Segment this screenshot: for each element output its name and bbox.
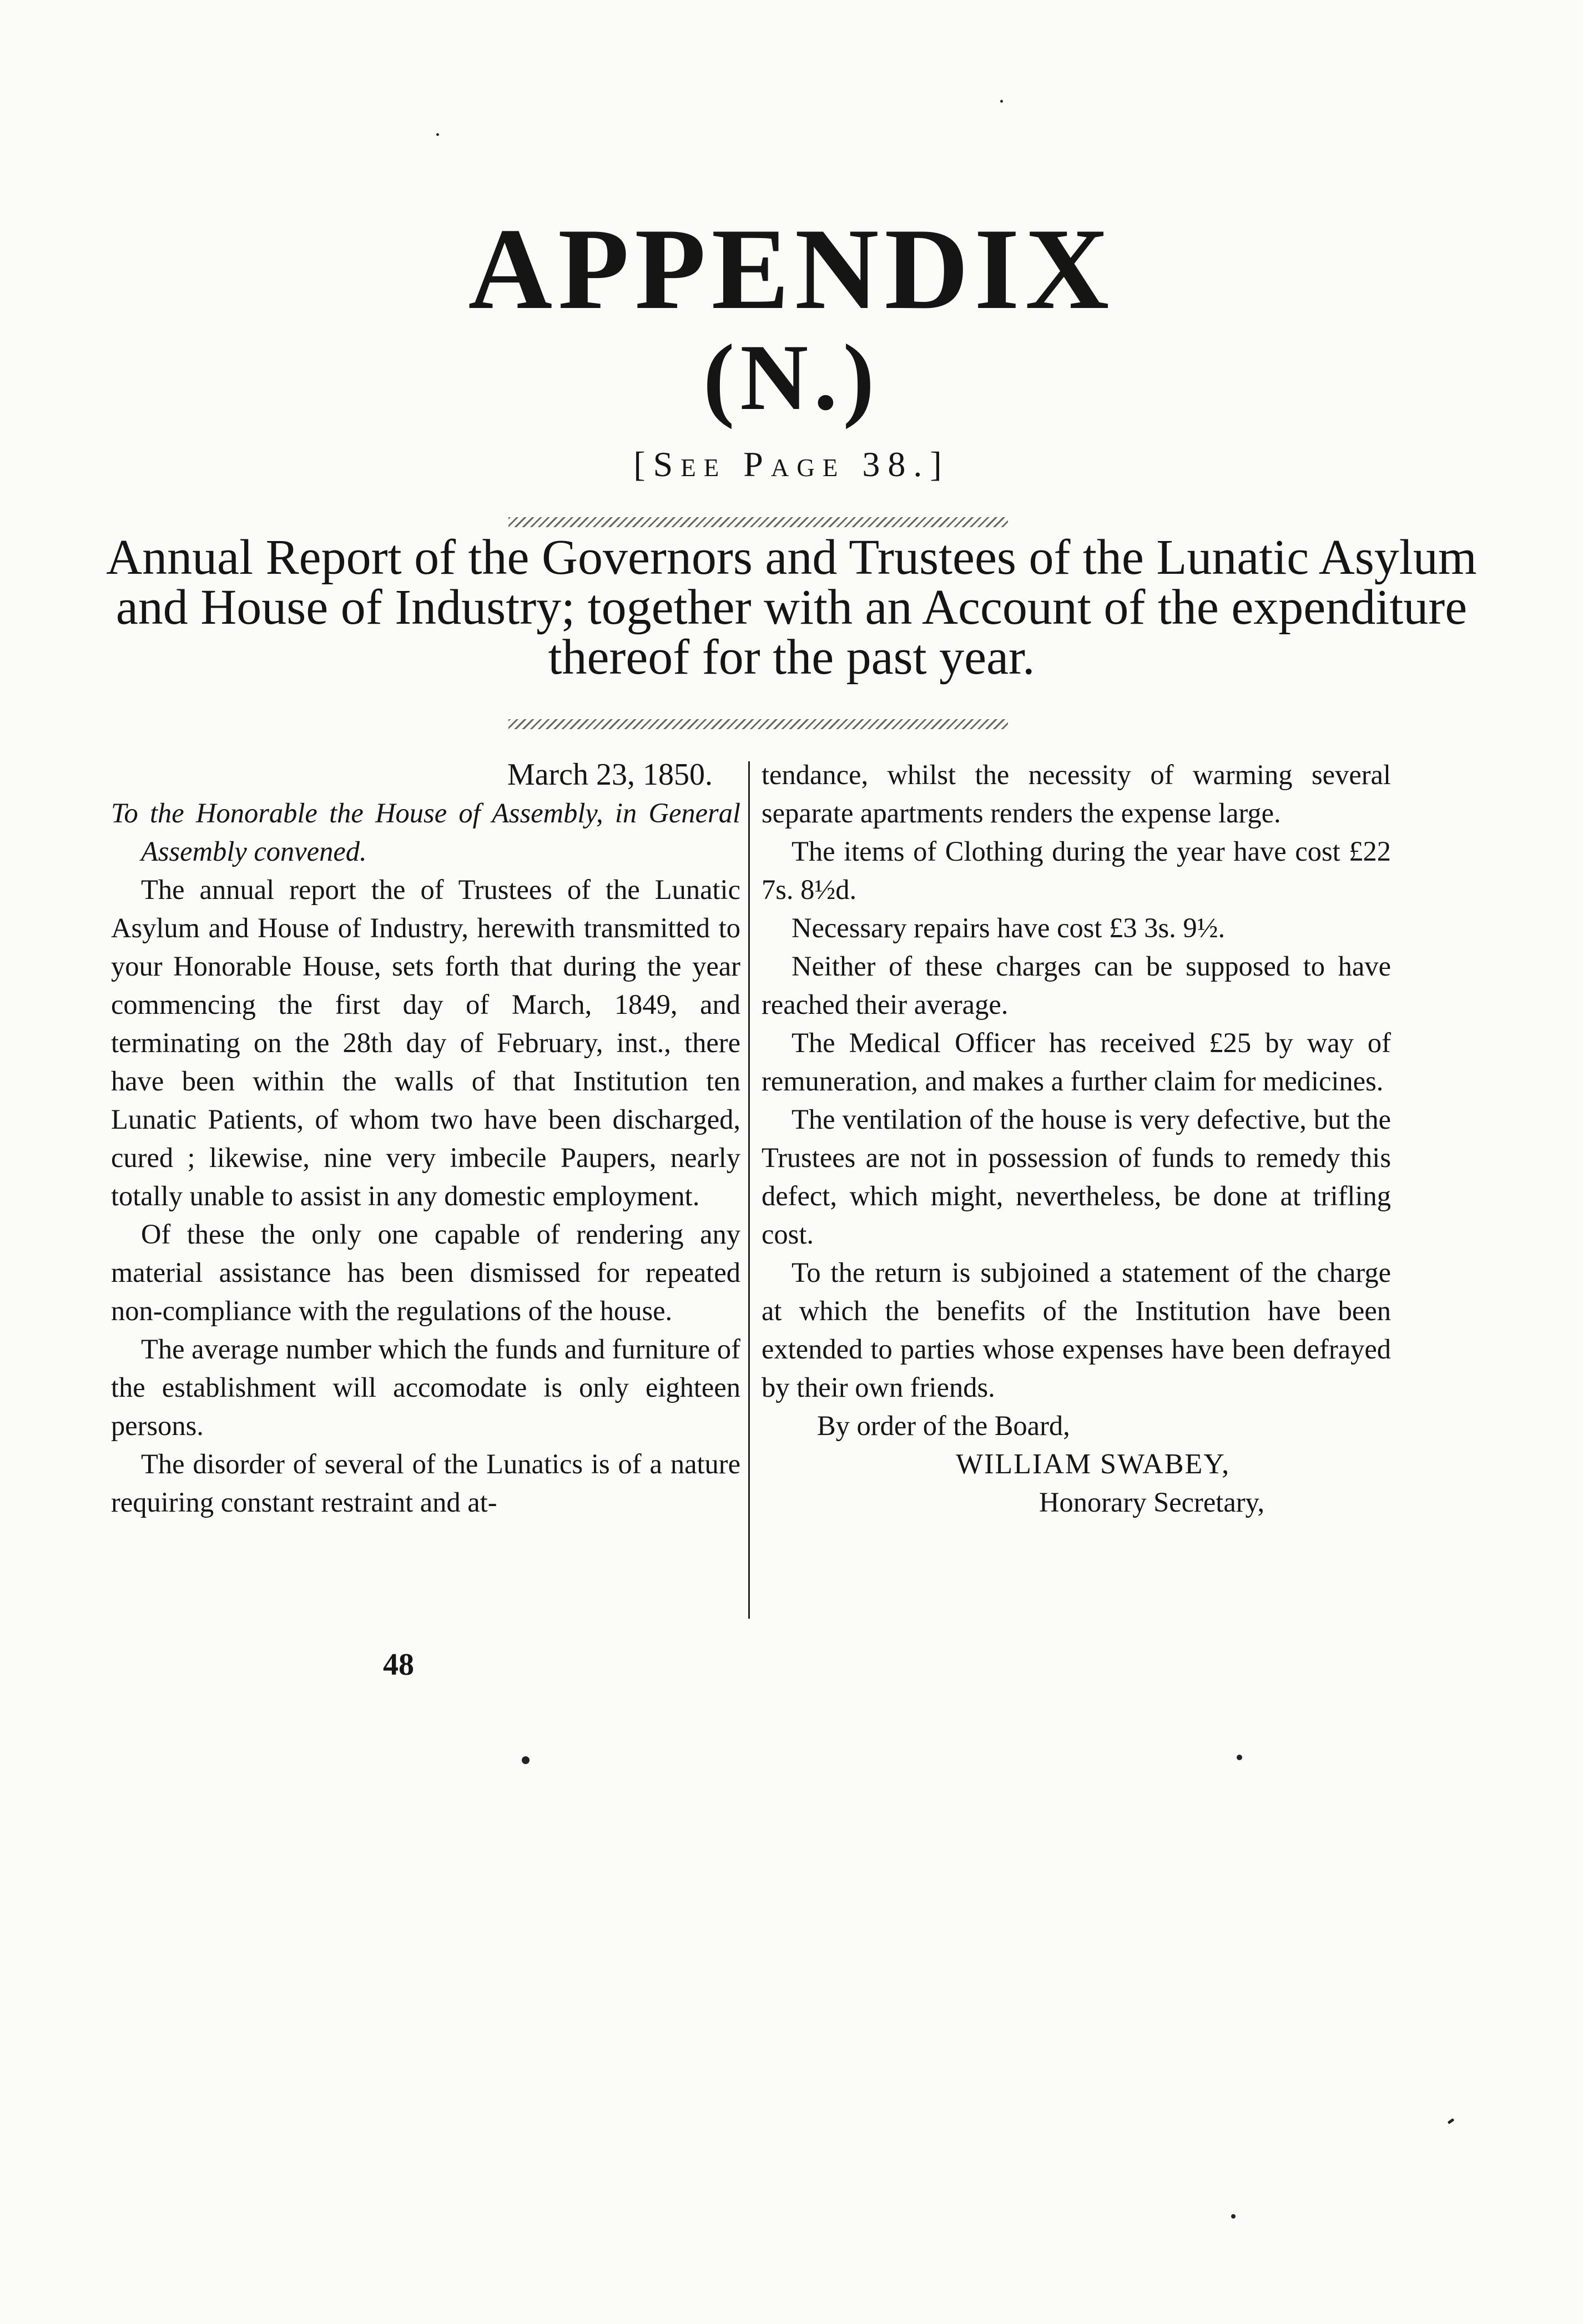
ornamental-rule-middle (508, 719, 1008, 729)
signatory-title: Honorary Secretary, (1039, 1487, 1265, 1518)
body-paragraph: Of these the only one capable of rendering any material assistance has been dismissed for repeated non-compliance with the regulations of the house. (111, 1219, 740, 1326)
column-divider (748, 761, 750, 1619)
signoff: By order of the Board, (817, 1410, 1070, 1441)
signatory-name: WILLIAM SWABEY, (956, 1448, 1231, 1480)
print-speck (1231, 2214, 1236, 2219)
letter-addressee: To the Honorable the House of Assembly, in General Assembly convened. (111, 797, 740, 867)
body-paragraph: Necessary repairs have cost £3 3s. 9½. (792, 912, 1226, 943)
body-paragraph: The annual report the of Trustees of the Lunatic Asylum and House of Industry, herewith transmitted to your Honorable House, sets forth that during the year commencing the first day of March, 1849, and terminating on the 28th day of February, inst., there have been within the walls of that Institution ten Lunatic Patients, of whom two have been discharged, cured ; likewise, nine very imbecile Paupers, nearly totally unable to assist in any domestic employment. (111, 874, 740, 1211)
body-paragraph: Neither of these charges can be supposed to have reached their average. (762, 951, 1391, 1020)
body-paragraph: tendance, whilst the necessity of warming several separate apartments renders the expense large. (762, 759, 1391, 828)
page-heading: APPENDIX (468, 205, 1115, 334)
appendix-letter: (N.) (703, 325, 880, 430)
page-number: 48 (383, 1648, 414, 1682)
print-speck (1448, 2118, 1455, 2124)
ornamental-rule-top (508, 517, 1008, 527)
body-paragraph: The ventilation of the house is very defective, but the Trustees are not in possession of funds to remedy this defect, which might, nevertheless, be done at trifling cost. (762, 1104, 1391, 1250)
body-paragraph: To the return is subjoined a statement of the charge at which the benefits of the Institution have been extended to parties whose expenses have been defrayed by their own friends. (762, 1257, 1391, 1403)
left-column (111, 756, 740, 1522)
print-speck (522, 1756, 530, 1764)
print-speck (436, 133, 439, 136)
print-speck (1000, 100, 1003, 103)
print-speck (1237, 1755, 1242, 1760)
letter-date: March 23, 1850. (507, 757, 713, 792)
body-paragraph: The disorder of several of the Lunatics is of a nature requiring constant restraint and at- (111, 1448, 740, 1518)
report-title: Annual Report of the Governors and Trustees of the Lunatic Asylum and House of Industry; together with an Account of the expenditure thereof for the past year. (106, 530, 1477, 685)
page-reference: [See Page 38.] (633, 444, 950, 484)
right-column (762, 756, 1391, 1522)
body-paragraph: The average number which the funds and furniture of the establishment will accomodate is only eighteen persons. (111, 1333, 740, 1441)
body-paragraph: The items of Clothing during the year have cost £22 7s. 8½d. (762, 836, 1391, 905)
body-paragraph: The Medical Officer has received £25 by way of remuneration, and makes a further claim for medicines. (762, 1027, 1391, 1097)
